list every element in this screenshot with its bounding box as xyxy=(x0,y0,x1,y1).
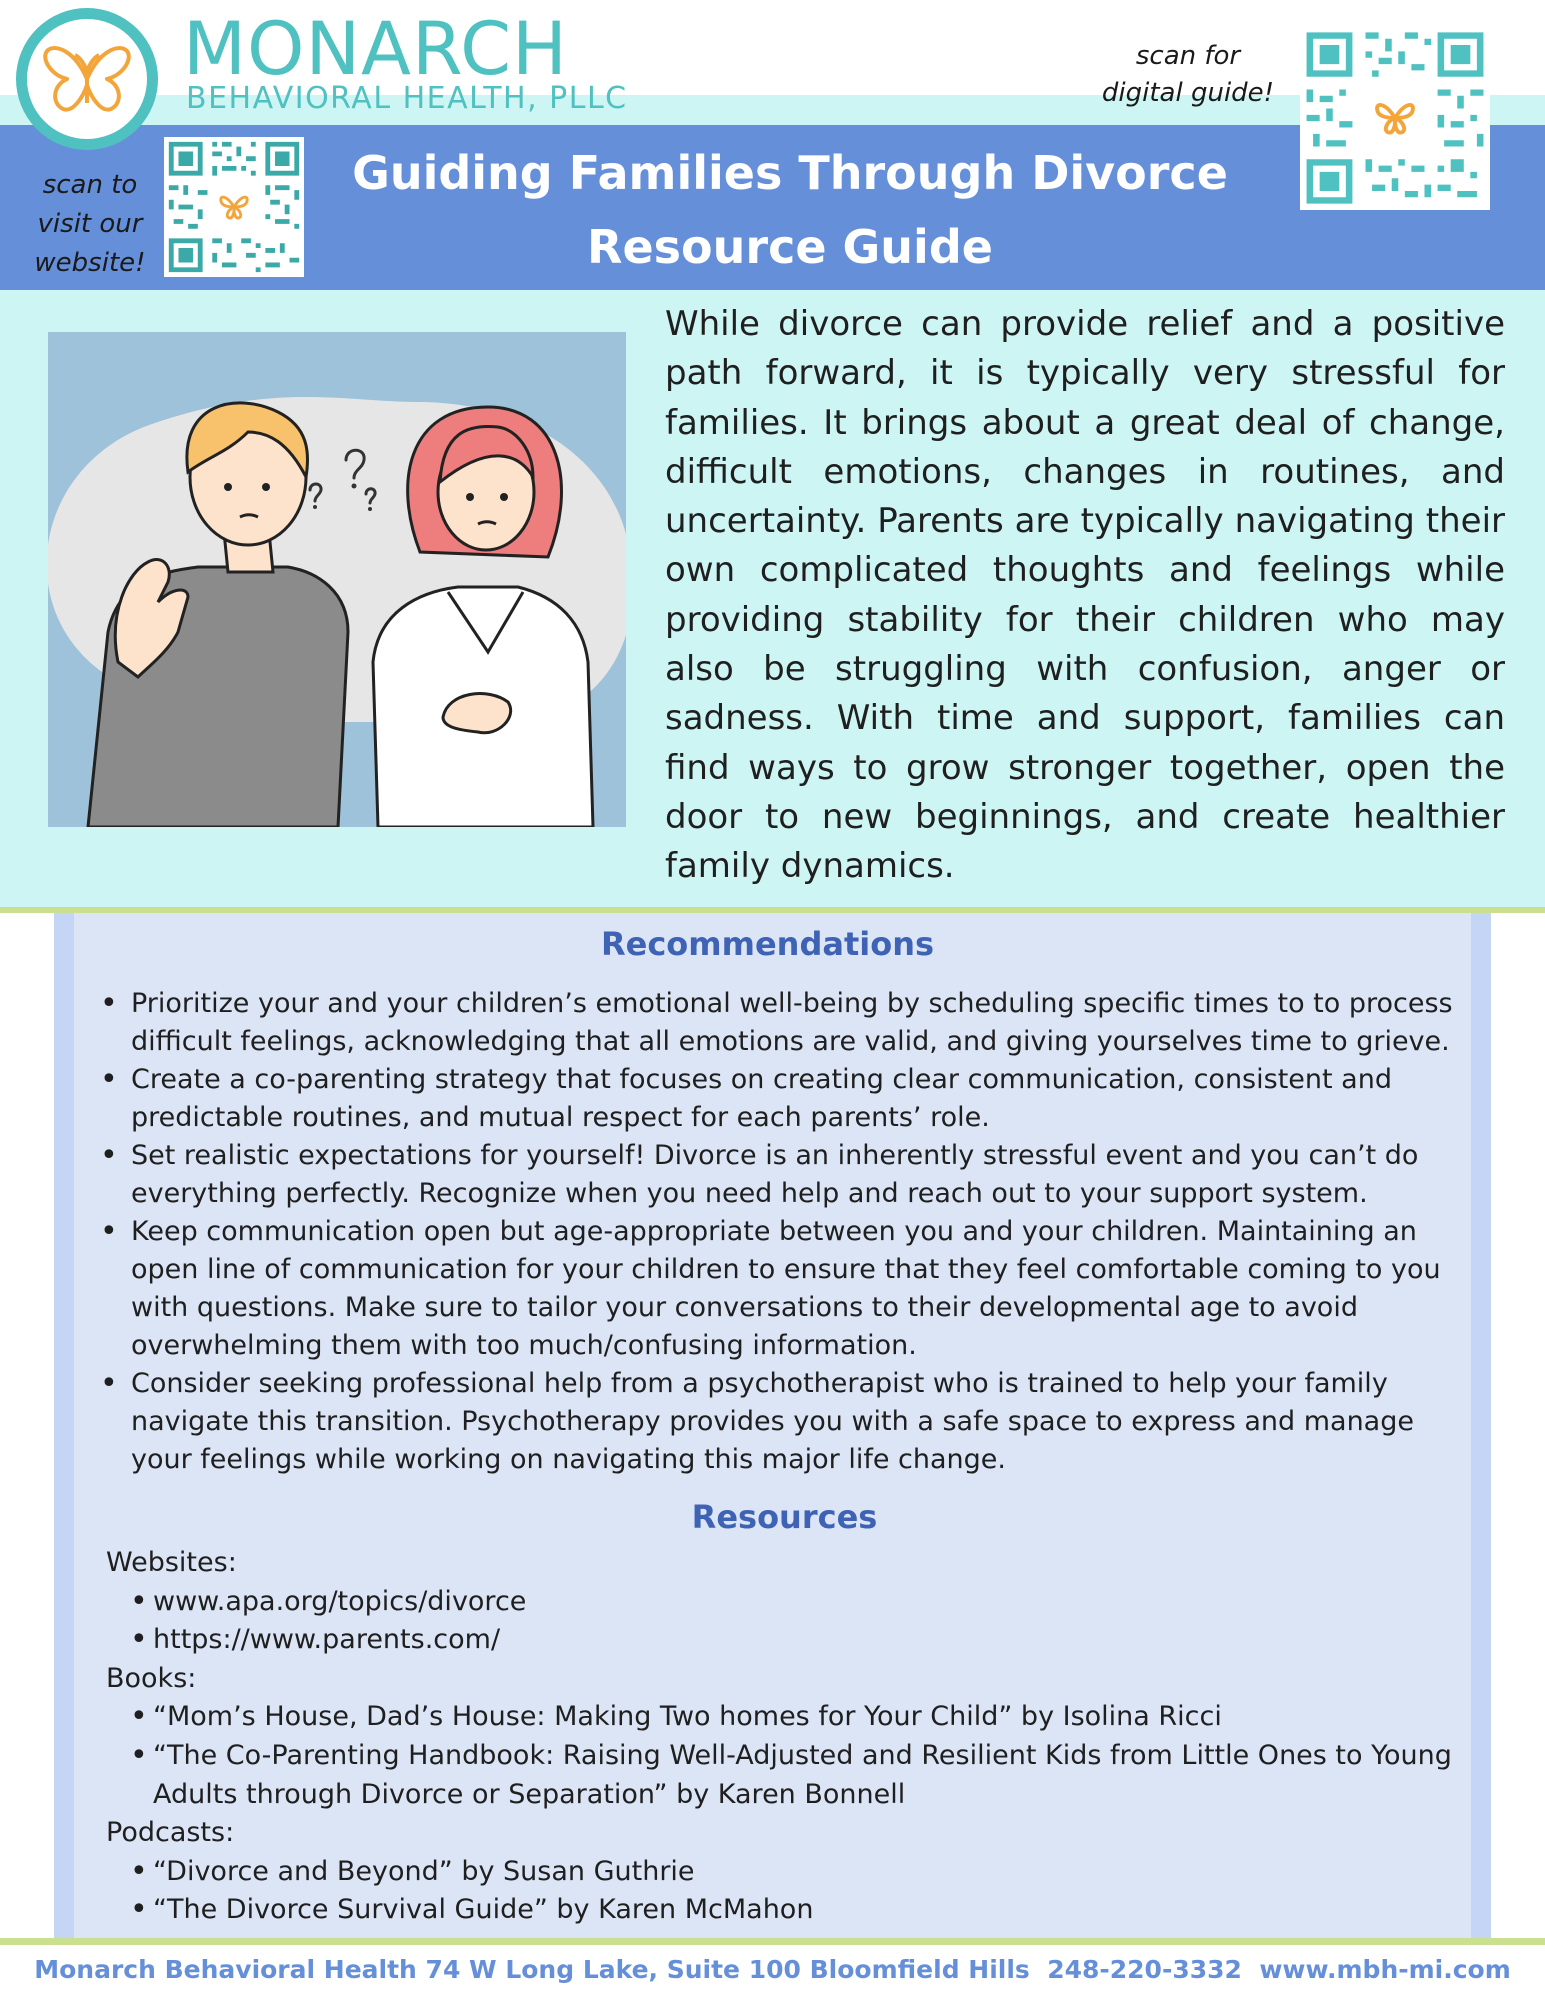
list-item: • Keep communication open but age-appropriate between you and your children. Maintaining an open line of communication for your children to ensure that they feel comfortable coming to you with questions. Make sure to tailor your conversations to their developmental age to avoid overwhelming them with too much/confusing information. xyxy=(100,1213,1480,1365)
brand-subtitle: BEHAVIORAL HEALTH, PLLC xyxy=(186,81,628,116)
page-title: Guiding Families Through Divorce Resource Guide xyxy=(352,146,1228,274)
recommendations-list xyxy=(100,985,1480,1479)
panel-border-left xyxy=(54,913,74,1938)
confused-couple-illustration xyxy=(48,332,626,827)
website-link[interactable]: • https://www.parents.com/ xyxy=(106,1621,1486,1660)
books-list xyxy=(106,1698,1486,1814)
qr-code-icon xyxy=(164,137,304,277)
list-item: • “Divorce and Beyond” by Susan Guthrie xyxy=(106,1853,1486,1892)
list-item: • Create a co-parenting strategy that focuses on creating clear communication, consistent and predictable routines, and mutual respect for each parents’ role. xyxy=(100,1061,1480,1137)
list-item: • Prioritize your and your children’s emotional well-being by scheduling specific times to to process difficult feelings, acknowledging that all emotions are valid, and giving yourselves time to grieve. xyxy=(100,985,1480,1061)
podcasts-label: Podcasts: xyxy=(106,1817,235,1849)
books-label: Books: xyxy=(106,1662,197,1694)
list-item: • “The Divorce Survival Guide” by Karen McMahon xyxy=(106,1891,1486,1930)
qr-code-icon xyxy=(1300,26,1490,210)
podcasts-list xyxy=(106,1853,1486,1930)
scan-digital-caption: scan for digital guide! xyxy=(1101,41,1275,108)
scan-website-caption: scan to visit our website! xyxy=(34,170,146,278)
brand-name: MONARCH xyxy=(183,7,568,92)
list-item: • Set realistic expectations for yourself! Divorce is an inherently stressful event and you can’t do everything perfectly. Recognize when you need help and reach out to your support system. xyxy=(100,1137,1480,1213)
logo xyxy=(16,8,158,150)
list-item: • “Mom’s House, Dad’s House: Making Two homes for Your Child” by Isolina Ricci xyxy=(106,1698,1486,1737)
digital-guide-qr-code[interactable] xyxy=(1300,26,1490,210)
list-item: • “The Co-Parenting Handbook: Raising Well-Adjusted and Resilient Kids from Little Ones to Young Adults through Divorce or Separation” by Karen Bonnell xyxy=(106,1737,1486,1814)
resources-heading: Resources xyxy=(691,1498,878,1536)
resources-block xyxy=(106,1544,1486,1930)
recommendations-heading: Recommendations xyxy=(600,925,935,963)
footer-divider xyxy=(0,1938,1545,1945)
websites-label: Websites: xyxy=(106,1547,237,1578)
list-item: • Consider seeking professional help from a psychotherapist who is trained to help your family navigate this transition. Psychotherapy provides you with a safe space to express and manage your feelings while working on navigating this major life change. xyxy=(100,1365,1480,1479)
butterfly-logo-icon xyxy=(41,41,133,117)
website-link[interactable]: • www.apa.org/topics/divorce xyxy=(106,1583,1486,1622)
footer-contact: Monarch Behavioral Health 74 W Long Lake, Suite 100 Bloomfield Hills 248-220-3332 www.mbh-mi.com xyxy=(34,1955,1511,1984)
websites-list xyxy=(106,1583,1486,1660)
website-qr-code[interactable] xyxy=(164,137,304,277)
intro-paragraph: While divorce can provide relief and a positive path forward, it is typically very stressful for families. It brings about a great deal of change, difficult emotions, changes in routines, and uncertainty. Parents are typically navigating their own complicated thoughts and feelings while providing stability for their children who may also be struggling with confusion, anger or sadness. With time and support, families can find ways to grow stronger together, open the door to new beginnings, and create healthier family dynamics. xyxy=(665,304,1505,887)
